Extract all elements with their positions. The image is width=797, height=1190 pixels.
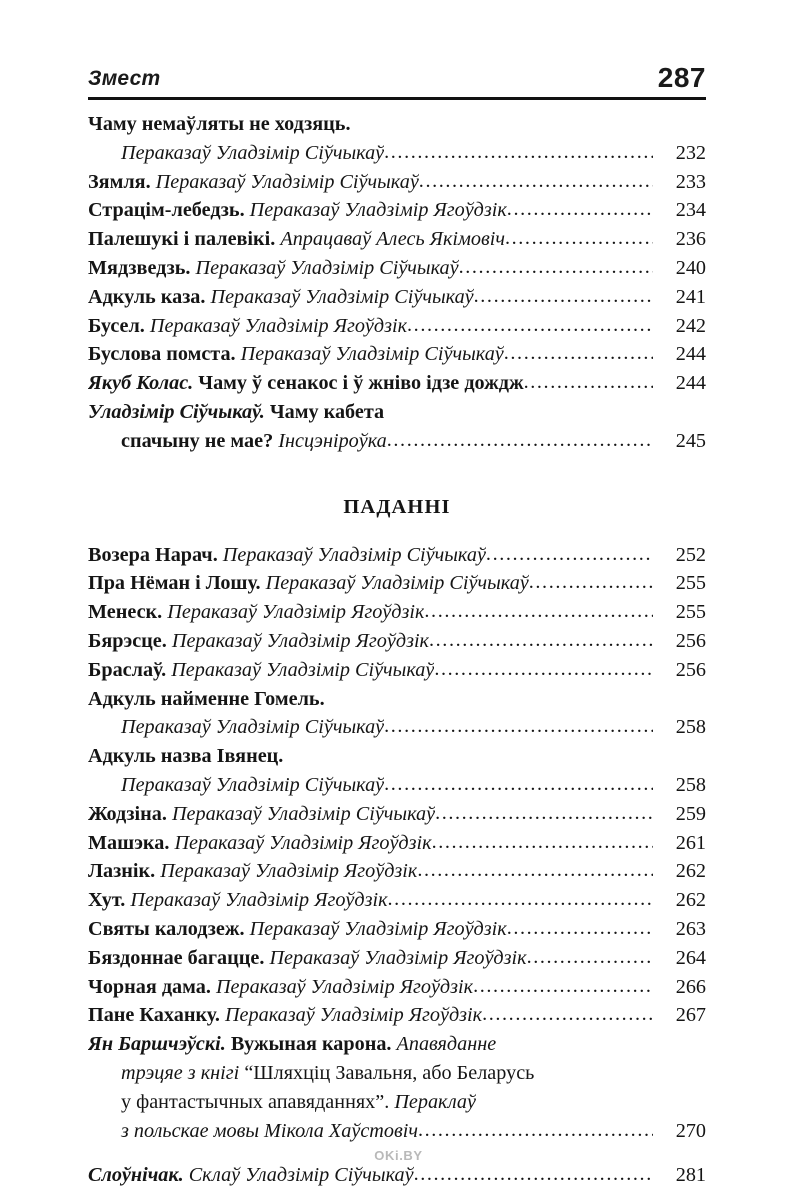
toc-entry-text <box>88 225 505 254</box>
toc-entry-text <box>88 1059 534 1088</box>
toc-text-segment: Вужыная карона. <box>225 1033 392 1056</box>
toc-entry-text <box>88 973 473 1002</box>
toc-entry-line <box>88 254 706 283</box>
toc-entry-page-number: 262 <box>675 889 706 912</box>
toc-entry-line <box>88 1161 706 1190</box>
toc-text-segment: Пераказаў Уладзімір Сіўчыкаў <box>190 256 459 279</box>
toc-text-segment: Пераклаў <box>389 1090 476 1113</box>
toc-entry[interactable] <box>88 973 706 1002</box>
toc-entry-line <box>88 1001 706 1030</box>
toc-entry-page-number: 264 <box>675 946 706 969</box>
toc-entry-line <box>88 944 706 973</box>
toc-entry-line <box>88 742 706 771</box>
toc-entry[interactable] <box>88 110 706 168</box>
toc-text-segment: у фантастычных апавяданнях”. <box>121 1090 390 1113</box>
toc-text-segment: Чаму немаўляты не ходзяць. <box>88 113 351 135</box>
toc-entry-line <box>88 196 706 225</box>
toc-text-segment: Менеск. <box>88 601 163 624</box>
toc-text-segment: Апрацаваў Алесь Якімовіч <box>275 228 505 251</box>
toc-entry-text <box>88 1161 414 1190</box>
toc-entry-text <box>88 196 507 225</box>
toc-entry[interactable] <box>88 800 706 829</box>
dot-leader <box>414 1160 653 1189</box>
toc-entry-text <box>88 915 507 944</box>
toc-entry-line <box>88 541 706 570</box>
toc-entry-page-number: 259 <box>675 802 706 825</box>
toc-entry-line <box>88 1117 706 1146</box>
toc-entry[interactable] <box>88 196 706 225</box>
toc-entry-line <box>88 1030 706 1059</box>
toc-entry-line <box>88 598 706 627</box>
toc-text-segment: Бусел. <box>88 314 145 337</box>
toc-text-segment: Інсцэніроўка <box>273 429 387 452</box>
dot-leader <box>387 426 653 455</box>
toc-entry-line <box>88 771 706 800</box>
toc-text-segment: Лазнік. <box>88 860 156 883</box>
dot-leader <box>432 828 653 857</box>
toc-entry-text <box>88 398 384 427</box>
dot-leader <box>482 1000 653 1029</box>
toc-text-segment: Возера Нарач. <box>88 543 218 566</box>
dot-leader <box>507 914 653 943</box>
toc-entry-line <box>88 110 706 139</box>
toc-entry-line <box>88 139 706 168</box>
toc-entry-line <box>88 627 706 656</box>
table-of-contents <box>88 110 706 1190</box>
toc-entry-line <box>88 369 706 398</box>
toc-text-segment: Адкуль найменне Гомель. <box>88 687 325 710</box>
toc-entry-line <box>88 685 706 714</box>
toc-entry-page-number: 245 <box>675 429 706 452</box>
toc-text-segment: Пераказаў Уладзімір Ягоўдзік <box>169 831 432 854</box>
toc-entry-page-number: 240 <box>675 256 706 279</box>
toc-entry-page-number: 267 <box>675 1004 706 1027</box>
toc-text-segment: Склаў Уладзімір Сіўчыкаў <box>183 1164 414 1187</box>
dot-leader <box>388 885 653 914</box>
toc-entry-line <box>88 857 706 886</box>
toc-entry[interactable] <box>88 627 706 656</box>
toc-entry-text <box>88 569 529 598</box>
toc-entry-text <box>88 627 429 656</box>
toc-entry-text <box>88 685 325 714</box>
toc-entry-line <box>88 800 706 829</box>
toc-entry-line <box>88 398 706 427</box>
dot-leader <box>504 339 653 368</box>
toc-entry-page-number: 256 <box>675 629 706 652</box>
toc-entry-page-number: 270 <box>675 1119 706 1142</box>
toc-text-segment: Адкуль назва Івянец. <box>88 745 284 768</box>
toc-entry[interactable] <box>88 312 706 341</box>
toc-entry[interactable] <box>88 944 706 973</box>
toc-entry-line <box>88 829 706 858</box>
toc-text-segment: Пераказаў Уладзімір Сіўчыкаў <box>121 716 385 739</box>
toc-entry[interactable] <box>88 857 706 886</box>
toc-entry-page-number: 232 <box>675 141 706 164</box>
dot-leader <box>507 195 653 224</box>
toc-text-segment: Браслаў. <box>88 658 167 681</box>
toc-text-segment: Пра Нёман і Лошу. <box>88 572 261 595</box>
toc-entry[interactable] <box>88 168 706 197</box>
dot-leader <box>419 167 653 196</box>
toc-entry-page-number: 244 <box>675 343 706 366</box>
dot-leader <box>384 770 653 799</box>
toc-entry-text <box>88 857 417 886</box>
toc-entry-text <box>88 541 486 570</box>
toc-text-segment: Зямля. <box>88 170 151 193</box>
toc-entry-text <box>88 742 283 771</box>
toc-text-segment: Слоўнічак. <box>88 1164 184 1187</box>
toc-entry[interactable] <box>88 283 706 312</box>
toc-entry-page-number: 255 <box>675 601 706 624</box>
toc-text-segment: Адкуль каза. <box>88 285 206 308</box>
toc-entry[interactable] <box>88 340 706 369</box>
toc-entry-text <box>88 598 424 627</box>
dot-leader <box>459 253 653 282</box>
toc-entry-line <box>88 340 706 369</box>
toc-text-segment: Пераказаў Уладзімір Ягоўдзік <box>125 889 388 912</box>
toc-entry[interactable] <box>88 369 706 398</box>
toc-entry-text <box>88 944 527 973</box>
toc-text-segment: Пераказаў Уладзімір Сіўчыкаў <box>150 170 419 193</box>
toc-text-segment: Ян Баршчэўскі. <box>88 1033 226 1056</box>
toc-text-segment: Чаму кабета <box>264 400 385 423</box>
toc-entry-line <box>88 1059 706 1088</box>
toc-entry-text <box>88 168 419 197</box>
dot-leader <box>424 597 653 626</box>
dot-leader <box>486 540 653 569</box>
toc-entry[interactable] <box>88 685 706 743</box>
toc-entry[interactable] <box>88 254 706 283</box>
toc-entry-page-number: 255 <box>675 572 706 595</box>
toc-text-segment: Буслова помста. <box>88 343 236 366</box>
toc-entry-page-number: 241 <box>675 285 706 308</box>
toc-entry-text <box>88 656 434 685</box>
running-head <box>88 60 706 100</box>
toc-text-segment: Пане Каханку. <box>88 1004 220 1027</box>
dot-leader <box>429 626 653 655</box>
toc-entry[interactable] <box>88 1161 706 1190</box>
toc-text-segment: Пераказаў Уладзімір Ягоўдзік <box>144 314 408 337</box>
toc-entry-page-number: 242 <box>675 314 706 337</box>
toc-text-segment: Пераказаў Уладзімір Сіўчыкаў <box>260 572 529 595</box>
dot-leader <box>529 568 653 597</box>
toc-entry-text <box>88 1117 418 1146</box>
toc-text-segment: Машэка. <box>88 831 170 854</box>
toc-text-segment: Пераказаў Уладзімір Сіўчыкаў <box>217 543 486 566</box>
toc-text-segment: Жодзіна. <box>88 802 167 825</box>
toc-entry-page-number: 234 <box>675 199 706 222</box>
toc-text-segment: Чорная дама. <box>88 975 211 998</box>
toc-text-segment: Пераказаў Уладзімір Сіўчыкаў <box>205 285 474 308</box>
toc-entry-text <box>88 369 524 398</box>
toc-text-segment: Пераказаў Уладзімір Сіўчыкаў <box>166 658 435 681</box>
dot-leader <box>418 1116 653 1145</box>
toc-entry[interactable] <box>88 598 706 627</box>
toc-entry-page-number: 258 <box>675 716 706 739</box>
toc-entry[interactable] <box>88 742 706 800</box>
toc-entry-text <box>88 283 474 312</box>
toc-text-segment: Пераказаў Уладзімір Сіўчыкаў <box>121 773 385 796</box>
toc-entry-page-number: 261 <box>675 831 706 854</box>
toc-entry-page-number: 281 <box>675 1164 706 1187</box>
toc-text-segment: Хут. <box>88 889 126 912</box>
dot-leader <box>434 655 653 684</box>
toc-text-segment: Страцім-лебедзь. <box>88 199 245 222</box>
toc-entry[interactable] <box>88 398 706 456</box>
toc-entry-text <box>88 254 459 283</box>
toc-entry-page-number: 233 <box>675 170 706 193</box>
toc-entry[interactable] <box>88 225 706 254</box>
toc-text-segment: Палешукі і палевікі. <box>88 228 276 251</box>
toc-text-segment: Бярэсце. <box>88 629 167 652</box>
toc-entry[interactable] <box>88 541 706 570</box>
dot-leader <box>524 368 653 397</box>
toc-entry-text <box>88 1001 482 1030</box>
toc-entry-line <box>88 915 706 944</box>
toc-text-segment: Пераказаў Уладзімір Ягоўдзік <box>244 917 507 940</box>
toc-entry-text <box>88 139 384 168</box>
dot-leader <box>473 972 653 1001</box>
section-heading: ПАДАННІ <box>343 495 451 518</box>
dot-leader <box>417 856 653 885</box>
toc-text-segment: Пераказаў Уладзімір Ягоўдзік <box>210 975 474 998</box>
toc-text-segment: Уладзімір Сіўчыкаў. <box>88 400 265 423</box>
toc-entry-text <box>88 713 384 742</box>
toc-text-segment: Бяздоннае багацце. <box>88 946 265 969</box>
toc-entry-page-number: 236 <box>675 228 706 251</box>
toc-entry-text <box>88 886 388 915</box>
toc-entry-page-number: 258 <box>675 773 706 796</box>
toc-entry-line <box>88 168 706 197</box>
toc-entry-text <box>88 800 435 829</box>
toc-text-segment: Пераказаў Уладзімір Ягоўдзік <box>264 946 527 969</box>
toc-text-segment: Пераказаў Уладзімір Сіўчыкаў <box>166 802 436 825</box>
page-number: 287 <box>657 62 706 93</box>
toc-text-segment: Пераказаў Уладзімір Ягоўдзік <box>219 1004 483 1027</box>
toc-text-segment: Мядзведзь. <box>88 256 191 279</box>
toc-text-segment: спачыну не мае? <box>121 429 274 452</box>
dot-leader <box>407 311 653 340</box>
toc-text-segment: Святы калодзеж. <box>88 917 245 940</box>
toc-text-segment: Пераказаў Уладзімір Сіўчыкаў <box>235 343 504 366</box>
toc-entry-line <box>88 283 706 312</box>
toc-text-segment: Пераказаў Уладзімір Ягоўдзік <box>166 629 429 652</box>
toc-text-segment: трэцяе з кнігі <box>121 1061 240 1084</box>
toc-entry-page-number: 266 <box>675 975 706 998</box>
toc-entry-line <box>88 973 706 1002</box>
toc-entry[interactable] <box>88 829 706 858</box>
toc-text-segment: з польскае мовы Мікола Хаўстовіч <box>121 1119 418 1142</box>
toc-entry-text <box>88 110 351 139</box>
running-head-title: Змест <box>88 67 161 90</box>
toc-entry-text <box>88 829 432 858</box>
toc-entry-line <box>88 569 706 598</box>
toc-entry[interactable] <box>88 569 706 598</box>
toc-entry-line <box>88 312 706 341</box>
toc-entry[interactable] <box>88 915 706 944</box>
toc-text-segment: Пераказаў Уладзімір Ягоўдзік <box>162 601 425 624</box>
toc-entry[interactable] <box>88 886 706 915</box>
toc-entry-page-number: 244 <box>675 372 706 395</box>
toc-text-segment: Пераказаў Уладзімір Сіўчыкаў <box>121 141 385 164</box>
dot-leader <box>435 799 653 828</box>
toc-entry-page-number: 262 <box>675 860 706 883</box>
toc-entry-text <box>88 771 384 800</box>
toc-entry[interactable] <box>88 1001 706 1030</box>
toc-entry-text <box>88 312 407 341</box>
toc-entry-line <box>88 1088 706 1117</box>
toc-text-segment: Пераказаў Уладзімір Ягоўдзік <box>244 199 507 222</box>
toc-entry-text <box>88 427 387 456</box>
toc-entry[interactable] <box>88 1030 706 1145</box>
toc-text-segment: Якуб Колас. <box>88 372 194 395</box>
toc-entry-text <box>88 340 504 369</box>
toc-entry-line <box>88 225 706 254</box>
toc-entry-line <box>88 886 706 915</box>
toc-entry-line <box>88 427 706 456</box>
toc-entry-line <box>88 713 706 742</box>
dot-leader <box>384 138 653 167</box>
toc-entry-line <box>88 656 706 685</box>
toc-entry-page-number: 263 <box>675 917 706 940</box>
dot-leader <box>505 224 653 253</box>
toc-text-segment: Пераказаў Уладзімір Ягоўдзік <box>155 860 418 883</box>
dot-leader <box>474 282 653 311</box>
dot-leader <box>527 943 653 972</box>
toc-entry-text <box>88 1030 496 1059</box>
toc-text-segment: “Шляхціц Завальня, або Беларусь <box>239 1061 535 1084</box>
toc-entry[interactable] <box>88 656 706 685</box>
toc-entry-page-number: 252 <box>675 543 706 566</box>
dot-leader <box>384 712 653 741</box>
toc-entry-text <box>88 1088 476 1117</box>
toc-entry-page-number: 256 <box>675 658 706 681</box>
watermark: OKi.BY <box>374 1148 423 1163</box>
toc-text-segment: Чаму ў сенакос і ў жніво ідзе дождж <box>193 372 524 395</box>
toc-text-segment: Апавяданне <box>391 1033 497 1056</box>
